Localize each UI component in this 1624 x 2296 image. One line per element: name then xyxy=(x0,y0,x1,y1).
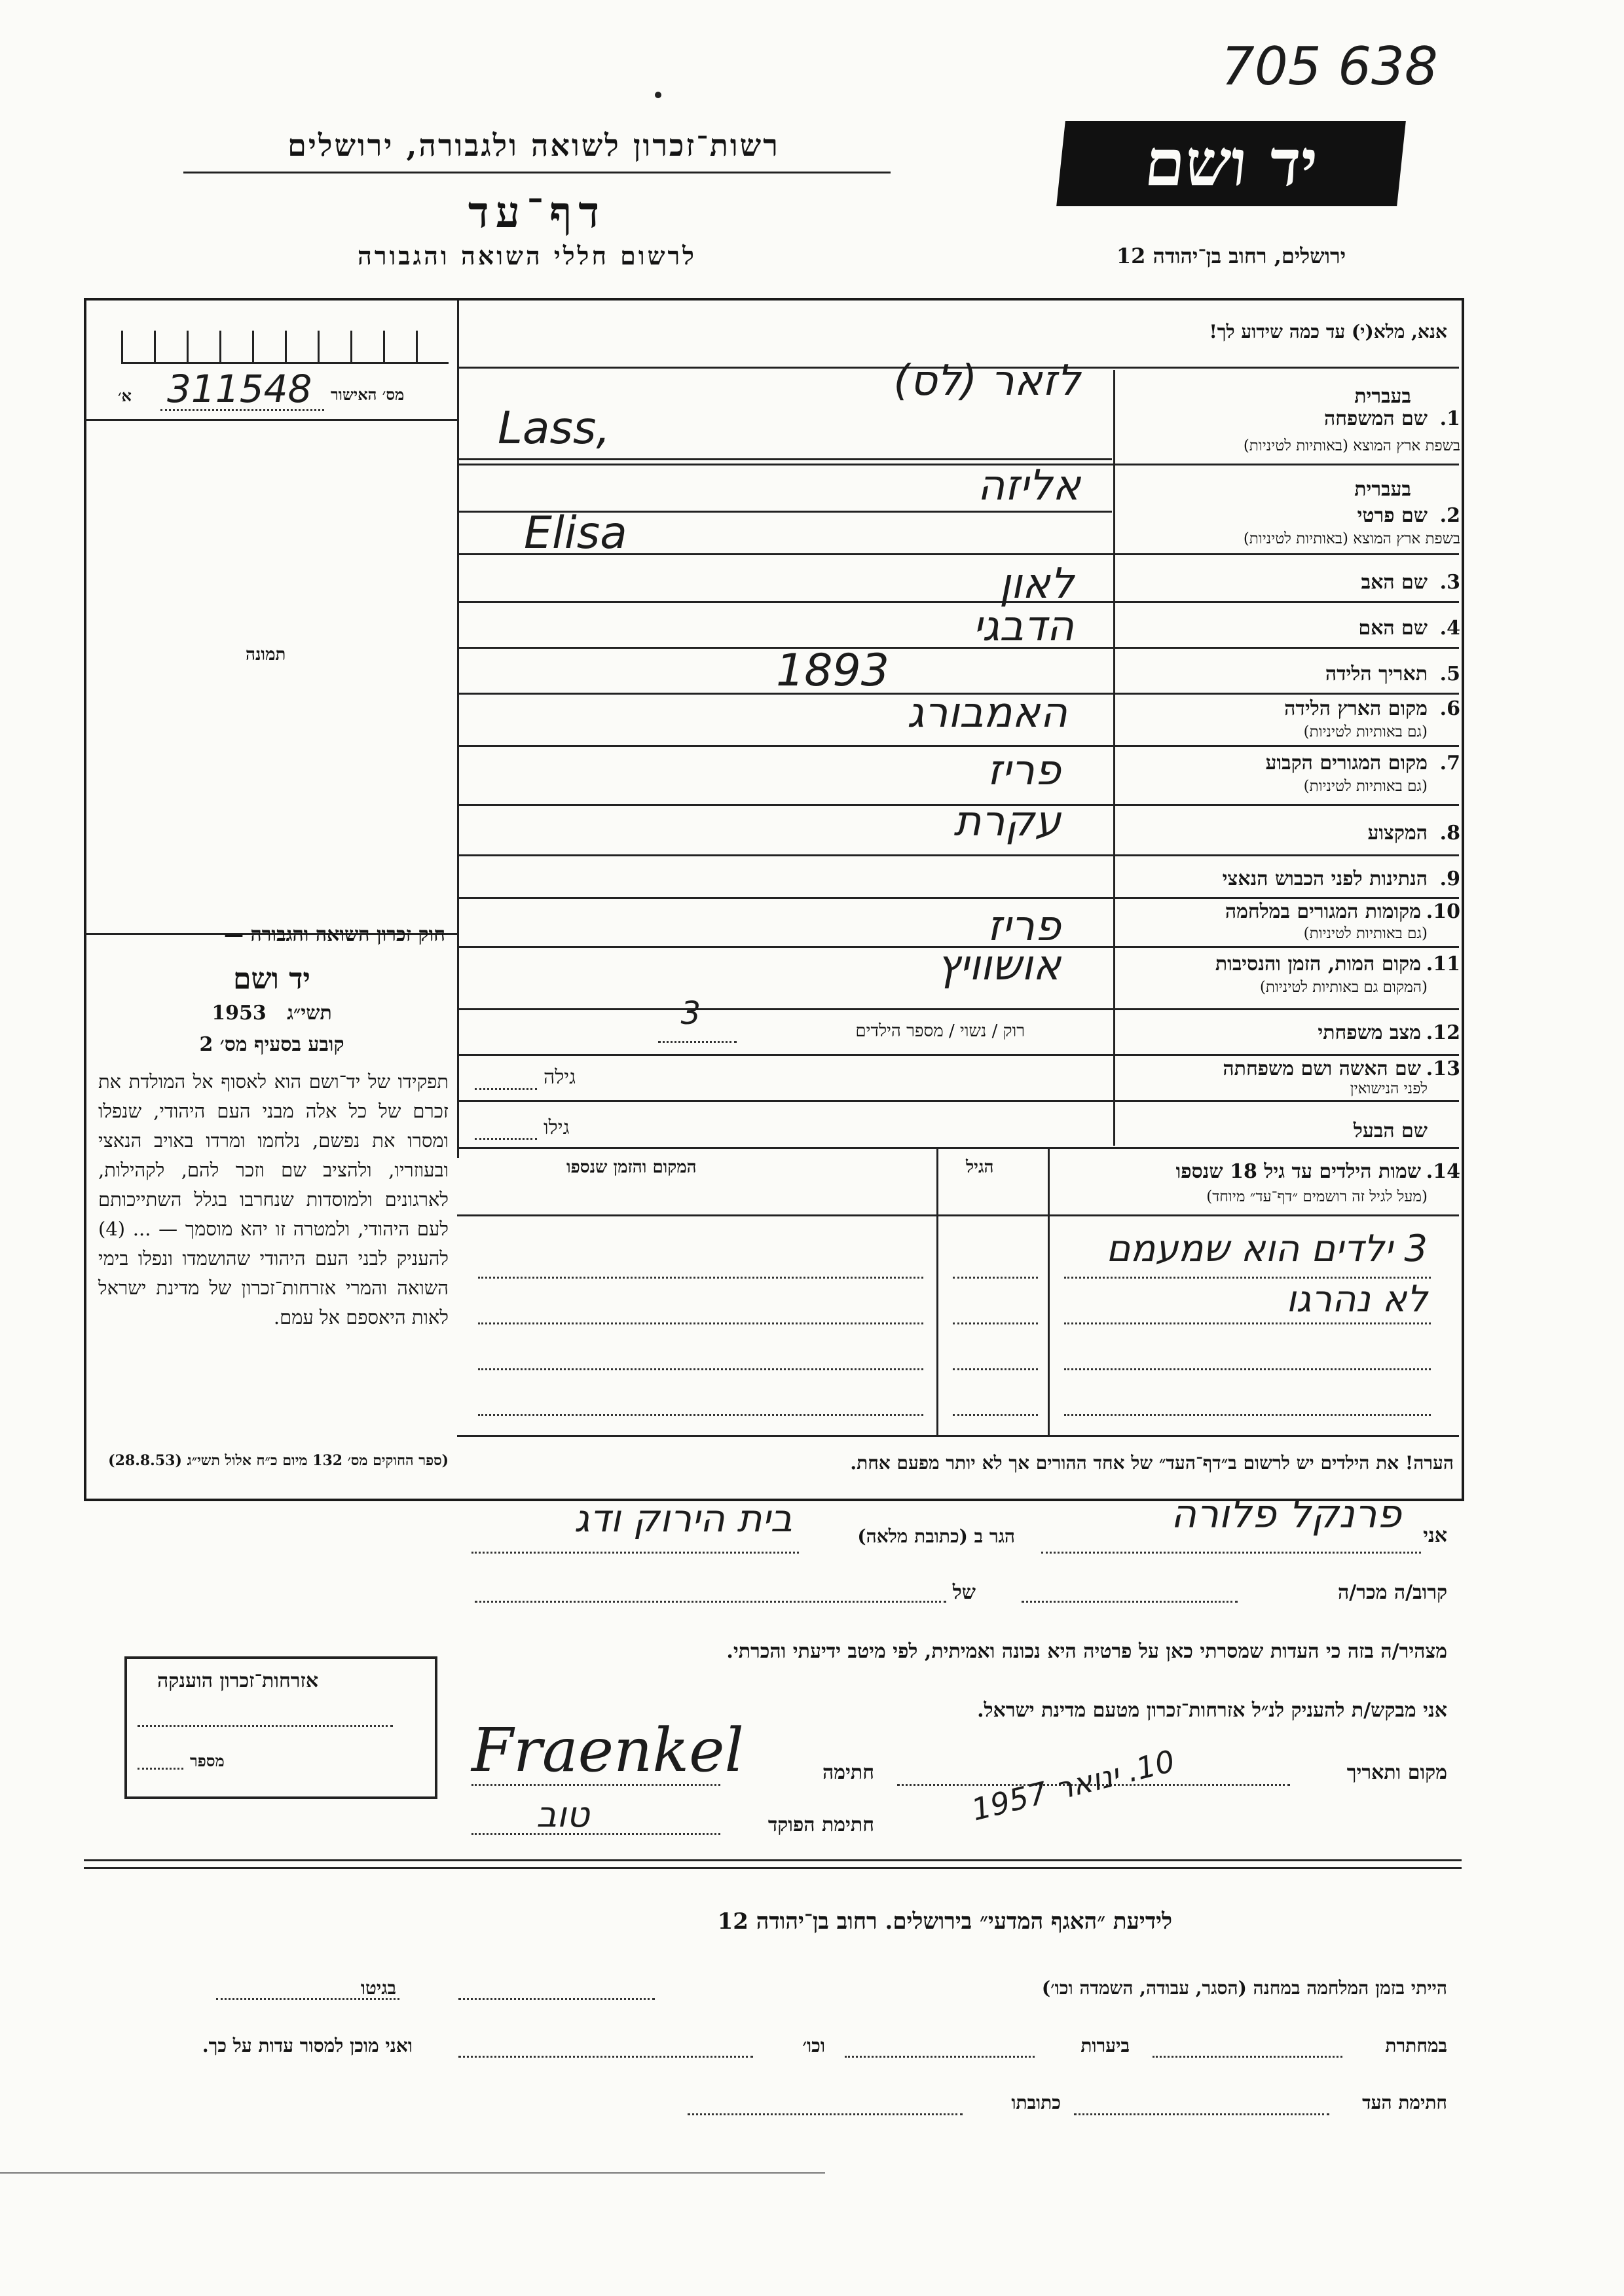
children-row-line xyxy=(953,1277,1038,1279)
field-7-value: פריז xyxy=(987,746,1061,795)
of-line xyxy=(475,1601,946,1603)
children-row-line xyxy=(1064,1368,1431,1370)
field-4-label: שם האם xyxy=(1358,617,1428,640)
footer-line1: הייתי בזמן המלחמה במחנה (הסגר, עבודה, השמדה וכו׳) xyxy=(1041,1977,1447,1999)
children-row-line xyxy=(953,1414,1038,1416)
note: הערה! את הילדים יש לרשום ב״דף־העד״ של אחד ההורים אך לא יותר מפעם אחת. xyxy=(850,1452,1454,1474)
field-5-num: 5. xyxy=(1439,663,1460,685)
field-6-sub: (גם באותיות לטיניות) xyxy=(1303,723,1428,740)
field-3-value: לאון xyxy=(999,560,1074,608)
cert-number-label: מס׳ האישור xyxy=(331,385,405,404)
footer-rule-2 xyxy=(84,1867,1462,1869)
hebrew-tag-2: בעברית xyxy=(1354,478,1411,501)
field-1-hebrew-value: לזאר (לס) xyxy=(893,357,1080,405)
scan-mark xyxy=(655,92,661,98)
declarant-address: בית הירוק ודג xyxy=(574,1496,792,1540)
children-label: שמות הילדים עד גיל 18 שנספו xyxy=(1175,1160,1421,1183)
row-rule xyxy=(457,897,1459,899)
husband-label: שם הבעל xyxy=(1353,1120,1428,1142)
footer-witness-sig: חתימת העד xyxy=(1362,2092,1447,2113)
law-gazette: (ספר החוקים מס׳ 132 מיום כ״ח אלול תשי״ג (28.8.53) xyxy=(108,1452,449,1469)
cert-number-line xyxy=(160,409,324,411)
date-value: 10. ינואר 1957 xyxy=(968,1743,1179,1828)
field-12-label: מצב משפחתי xyxy=(1318,1021,1421,1044)
citizenship-box-title: אזרחות־זכרון הוענקה xyxy=(157,1669,319,1692)
children-row-line xyxy=(478,1277,923,1279)
field-9-label: הנתינות לפני הכבוש הנאצי xyxy=(1222,867,1428,890)
children-row-line xyxy=(478,1368,923,1370)
field-6-num: 6. xyxy=(1439,697,1460,720)
resides-label: הגר ב (כתובת מלאה) xyxy=(857,1525,1015,1547)
field-12-line xyxy=(658,1041,737,1043)
field-10-label: מקומות המגורים במלחמה xyxy=(1225,900,1421,923)
field-4-num: 4. xyxy=(1439,617,1460,640)
field-10-value: פריז xyxy=(987,902,1061,951)
row-rule xyxy=(457,647,1459,649)
left-column-divider xyxy=(457,301,459,1158)
field-11-num: 11. xyxy=(1426,953,1460,975)
children-divider-2 xyxy=(936,1147,938,1435)
row-rule xyxy=(457,458,1112,460)
children-row-line xyxy=(1064,1322,1431,1324)
field-12-value: 3 xyxy=(680,995,701,1032)
field-8-num: 8. xyxy=(1439,822,1460,845)
field-7-label: מקום המגורים הקבוע xyxy=(1265,752,1428,774)
place-date-label: מקום ותאריך xyxy=(1346,1761,1447,1784)
footer-rule-1 xyxy=(84,1859,1462,1861)
field-1-sub: בשפת ארץ המוצא (באותיות לטיניות) xyxy=(1243,437,1460,454)
husband-age-line xyxy=(475,1138,537,1140)
cert-prefix: א׳ xyxy=(118,386,132,405)
scan-edge xyxy=(0,2172,825,2174)
address: ירושלים, רחוב בן־יהודה 12 xyxy=(1116,244,1346,268)
field-13-num: 13. xyxy=(1426,1057,1460,1080)
officer-line xyxy=(471,1833,720,1835)
field-11-label: מקום המות, הזמן והנסיבות xyxy=(1215,953,1421,975)
row-rule xyxy=(457,1147,1459,1149)
row-rule xyxy=(457,1054,1459,1056)
law-title: חוק זכרון השואה והגבורה — xyxy=(224,923,445,946)
declaration: מצהיר/ה בזה כי העדות שמסרתי כאן על פרטיה היא נכונה ואמיתית, לפי מיטב ידיעתי והכרתי. xyxy=(726,1640,1447,1663)
signature-label: חתימה xyxy=(822,1761,874,1784)
ticks xyxy=(121,331,449,364)
law-name: יד ושם xyxy=(233,962,310,996)
children-row-line xyxy=(1064,1414,1431,1416)
children-header-rule xyxy=(457,1214,1459,1216)
field-2-sub: בשפת ארץ המוצא (באותיות לטיניות) xyxy=(1243,530,1460,547)
hebrew-tag-1: בעברית xyxy=(1354,385,1411,408)
children-bottom-rule xyxy=(457,1435,1459,1437)
photo-label: תמונה xyxy=(246,645,286,665)
children-entry-1: 3 ילדים הוא שמעמם xyxy=(1106,1228,1428,1270)
of-label: של xyxy=(952,1581,976,1604)
field-1-num: 1. xyxy=(1439,407,1460,430)
field-6-value: האמבורג xyxy=(907,689,1067,737)
field-12-num: 12. xyxy=(1426,1021,1460,1044)
children-row-line xyxy=(953,1368,1038,1370)
children-divider-1 xyxy=(1048,1147,1050,1435)
law-clause: קובע בסעיף מס׳ 2 xyxy=(199,1033,344,1056)
footer-etc-line xyxy=(458,2056,753,2058)
field-3-num: 3. xyxy=(1439,571,1460,594)
children-col-age: הגיל xyxy=(966,1157,994,1177)
footer-partisans-line xyxy=(845,2056,1035,2058)
relative-label: קרוב/ה מכר/ה xyxy=(1338,1581,1447,1604)
children-row-line xyxy=(478,1414,923,1416)
footer-line1-blank xyxy=(458,1998,655,2000)
form-title: דף־עד xyxy=(468,187,606,238)
field-13-label: שם האשה ושם משפחתה xyxy=(1223,1057,1421,1080)
field-8-value: עקרת xyxy=(953,797,1061,846)
authority-line: רשות־זכרון לשואה ולגבורה, ירושלים xyxy=(287,128,780,163)
signature-line xyxy=(471,1784,720,1786)
footer-etc: וכו׳ xyxy=(802,2035,825,2056)
children-col-place: המקום והזמן שנספו xyxy=(566,1157,697,1177)
row-rule xyxy=(457,1100,1459,1102)
children-entry-2: לא נהרגו xyxy=(1285,1278,1428,1321)
field-1-latin-value: Lass, xyxy=(498,403,611,454)
citizenship-box-number: מספר xyxy=(190,1751,225,1770)
citizenship-box-line xyxy=(138,1725,393,1727)
footer-ghetto: בגיטו xyxy=(360,1977,396,1999)
field-2-hebrew-value: אליזה xyxy=(977,462,1080,510)
field-7-sub: (גם באותיות לטיניות) xyxy=(1303,778,1428,795)
field-12-options: רוק / נשוי / מספר הילדים xyxy=(855,1021,1025,1041)
row-rule xyxy=(457,854,1459,856)
citizenship-number-line xyxy=(138,1768,183,1770)
logo: יד ושם xyxy=(1056,121,1406,206)
footer-address-line xyxy=(688,2113,963,2115)
instruction: אנא, מלא(י) עד כמה שידוע לך! xyxy=(1209,321,1447,342)
footer-ghetto-line xyxy=(216,1998,399,2000)
declarant-i: אני xyxy=(1423,1524,1447,1547)
footer-underground: במחתרת xyxy=(1385,2035,1447,2056)
husband-age-label: גילו xyxy=(544,1116,570,1139)
relative-line xyxy=(1022,1601,1238,1603)
field-1-label: שם המשפחה xyxy=(1323,407,1428,430)
label-column-divider xyxy=(1113,370,1115,1146)
field-9-num: 9. xyxy=(1439,867,1460,890)
field-11-value: אושוויץ xyxy=(936,941,1061,990)
officer-label: חתימת הפוקד xyxy=(767,1813,874,1836)
signature-value: Fraenkel xyxy=(471,1715,744,1785)
cert-rule xyxy=(85,419,457,421)
field-7-num: 7. xyxy=(1439,752,1460,774)
children-num: 14. xyxy=(1426,1160,1460,1183)
field-2-latin-value: Elisa xyxy=(524,507,627,559)
row-rule xyxy=(457,745,1459,747)
stamp-number: 705 638 xyxy=(1221,36,1438,97)
field-3-label: שם האב xyxy=(1361,571,1428,594)
field-4-value: הדבגי xyxy=(972,602,1074,651)
field-5-value: 1893 xyxy=(776,645,890,697)
footer-address-label: כתובתו xyxy=(1011,2092,1061,2113)
children-sub: (מעל לגיל זה רושמים ״דף־עד״ מיוחד) xyxy=(1206,1188,1428,1205)
footer-willing: ואני מוכן למסור עדות על כך. xyxy=(202,2035,413,2056)
law-body: תפקידו של יד־ושם הוא לאסוף אל המולדת את זכרם של כל אלה מבני העם היהודי, שנפלו ומסרו את נפשם, נלחמו ומרדו באויב הנאצי ובעוזריו, ולהציב שם וזכר להם, לקהילות, לארגונים ולמוסדות שנחרבו בגלל השתייכותם לעם היהודי, ולמטרה זו יהא מוסמך — ... (4) להעניק לבני העם היהודי שהושמדו ונפלו בימי השואה והמרי אזרחות־זכרון של מדינת ישראל לאות היאספם אל עמם. xyxy=(98,1070,449,1328)
law-year-hebrew: תשי״ג xyxy=(287,1002,332,1025)
field-6-label: מקום הארץ הלידה xyxy=(1284,697,1428,720)
field-11-sub: (המקום גם באותיות לטיניות) xyxy=(1259,979,1428,996)
field-2-label: שם פרטי xyxy=(1357,504,1428,527)
field-10-num: 10. xyxy=(1426,900,1460,923)
declarant-name-line xyxy=(1041,1552,1421,1554)
footer-underground-line xyxy=(1153,2056,1342,2058)
footer-witness-line xyxy=(1074,2113,1329,2115)
field-13-age-line xyxy=(475,1088,537,1090)
children-row-line xyxy=(953,1322,1038,1324)
law-year xyxy=(92,1002,452,1025)
field-5-label: תאריך הלידה xyxy=(1325,663,1428,685)
footer-partisans: ביערות xyxy=(1080,2035,1130,2056)
declarant-name: פרנקל פלורה xyxy=(1170,1491,1401,1537)
law-year-gregorian: 1953 xyxy=(212,1002,267,1025)
field-2-num: 2. xyxy=(1439,504,1460,527)
field-8-label: המקצוע xyxy=(1367,822,1428,845)
row-rule xyxy=(457,1008,1459,1010)
row-rule xyxy=(457,601,1459,603)
cert-number-value: 311548 xyxy=(167,367,312,411)
request: אני מבקש/ת להעניק לנ״ל אזרחות־זכרון מטעם מדינת ישראל. xyxy=(977,1699,1447,1722)
field-13-sub: לפני הנישואין xyxy=(1350,1080,1428,1097)
authority-underline xyxy=(183,172,891,173)
row-rule xyxy=(457,464,1459,465)
officer-value: טוב xyxy=(536,1794,589,1835)
form-subtitle: לרשום חללי השואה והגבורה xyxy=(358,241,697,270)
field-10-sub: (גם באותיות לטיניות) xyxy=(1303,925,1428,942)
footer-heading: לידיעת ״האגף המדעי״ בירושלים. רחוב בן־יהודה 12 xyxy=(717,1908,1172,1935)
children-row-line xyxy=(478,1322,923,1324)
declarant-address-line xyxy=(471,1552,799,1554)
field-13-age-label: גילה xyxy=(544,1066,576,1089)
